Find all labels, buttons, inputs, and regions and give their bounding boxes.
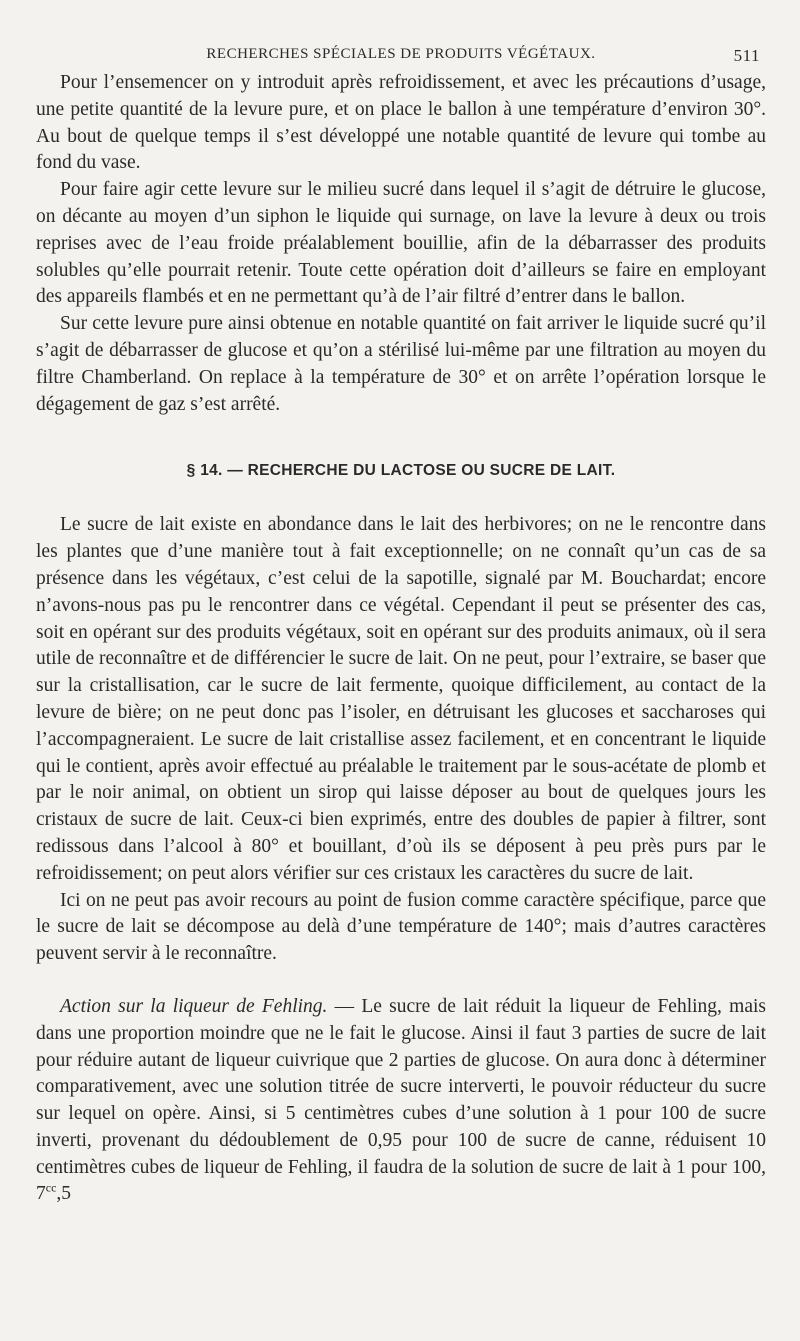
- section-paragraph-2: Ici on ne peut pas avoir recours au point de fusion comme caractère spécifique, parce que le sucre de lait se décompose au delà d’une température de 140°; mais d’autres caractères peuvent servir à le reconnaître.: [36, 889, 766, 965]
- action-lead: Action sur la liqueur de Fehling.: [60, 995, 328, 1017]
- paragraph-1: Pour l’ensemencer on y introduit après refroidissement, et avec les précautions d’usage, une petite quantité de la levure pure, et on place le ballon à une température d’environ 30°. Au bout de quelque temps il s’est développé une notable quantité de levure qui tombe au fond du vase.: [36, 72, 766, 174]
- running-title: RECHERCHES SPÉCIALES DE PRODUITS VÉGÉTAUX.: [206, 46, 596, 62]
- page-number: 511: [733, 46, 760, 65]
- running-head: [36, 40, 766, 70]
- action-tail: ,5: [56, 1183, 72, 1205]
- section-heading: § 14. — RECHERCHE DU LACTOSE OU SUCRE DE LAIT.: [186, 462, 616, 480]
- action-paragraph: [36, 994, 766, 1208]
- action-superscript: cc: [45, 1180, 57, 1195]
- paragraph-3: Sur cette levure pure ainsi obtenue en notable quantité on fait arriver le liquide sucré qu’il s’agit de débarrasser de glucose et qu’on a stérilisé lui-même par une filtration au moyen du filtre Chamberland. On replace à la température de 30° et on arrête l’opération lorsque le dégagement de gaz s’est arrêté.: [36, 313, 766, 415]
- paragraph-2: Pour faire agir cette levure sur le milieu sucré dans lequel il s’agit de détruire le glucose, on décante au moyen d’un siphon le liquide qui surnage, on lave la levure à deux ou trois reprises avec de l’eau froide préalablement bouillie, afin de la débarrasser des produits solubles qu’elle pourrait retenir. Toute cette opération doit d’ailleurs se faire en employant des appareils flambés et en ne permettant qu’à de l’air filtré d’entrer dans le ballon.: [36, 179, 766, 308]
- page: [36, 40, 766, 1208]
- section-paragraph-1: Le sucre de lait existe en abondance dans le lait des herbivores; on ne le rencontre dans les plantes que d’une manière tout à fait exceptionnelle; on ne connaît qu’un cas de sa présence dans les végétaux, c’est celui de la sapotille, signalé par M. Bouchardat; encore n’avons-nous pas pu le rencontrer dans ce végétal. Cependant il peut se présenter des cas, soit en opérant sur des produits végétaux, soit en opérant sur des produits animaux, où il sera utile de reconnaître et de différencier le sucre de lait. On ne peut, pour l’extraire, se baser que sur la cristallisation, car le sucre de lait fermente, quoique difficilement, au contact de la levure de bière; on ne peut donc pas l’isoler, en détruisant les glucoses et saccharoses qui l’accompagneraient. Le sucre de lait cristallise assez facilement, et en concentrant le liquide qui le contient, après avoir effectué au préalable le traitement par le sous-acétate de plomb et par le noir animal, on obtient un sirop qui laisse déposer au bout de quelques jours les cristaux de sucre de lait. Ceux-ci bien exprimés, entre des doubles de papier à filtrer, sont redissous dans l’alcool à 80° et bouillant, d’où ils se déposent à peu près purs par le refroidissement; on peut alors vérifier sur ces cristaux les caractères du sucre de lait.: [36, 514, 766, 884]
- action-text: — Le sucre de lait réduit la liqueur de Fehling, mais dans une proportion moindre que ne le fait le glucose. Ainsi il faut 3 parties de sucre de lait pour réduire autant de liqueur cuivrique que 2 parties de glucose. On aura donc à déterminer comparativement, avec une solution titrée de sucre interverti, le pouvoir réducteur du sucre sur lequel on opère. Ainsi, si 5 centimètres cubes d’une solution à 1 pour 100 de sucre inverti, provenant du dédoublement de 0,95 pour 100 de sucre de canne, réduisent 10 centimètres cubes de liqueur de Fehling, il faudra de la solution de sucre de lait à 1 pour 100, 7: [36, 995, 766, 1205]
